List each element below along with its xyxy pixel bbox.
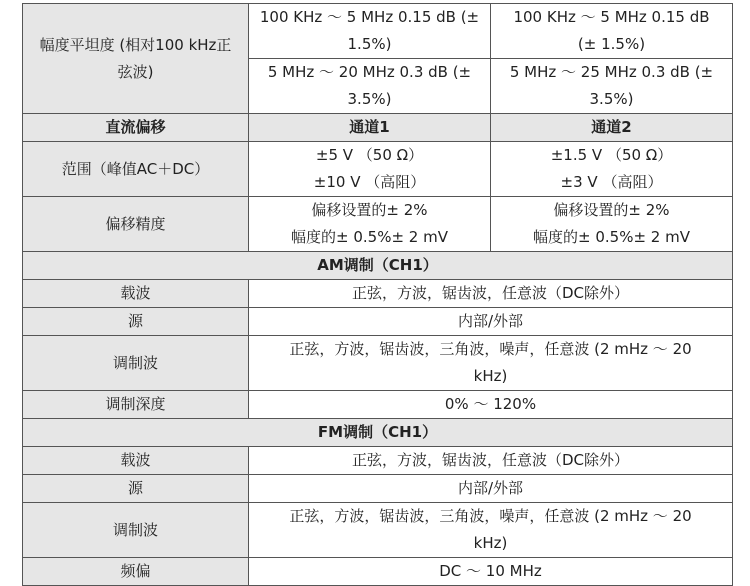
flatness-ch1-low-line2: 1.5%): [347, 35, 392, 53]
fm-modwave-value: [249, 503, 733, 558]
fm-deviation-row: [23, 558, 733, 586]
ch2-header: 通道2: [491, 114, 733, 142]
flatness-ch1-low: [249, 4, 491, 59]
am-source-value: 内部/外部: [249, 308, 733, 336]
am-source-row: [23, 308, 733, 336]
flatness-ch2-high: [491, 59, 733, 114]
flatness-ch1-high-line1: 5 MHz ～ 20 MHz 0.3 dB (±: [267, 63, 472, 81]
accuracy-ch1-line1: 偏移设置的± 2%: [311, 201, 428, 219]
accuracy-ch1: [249, 197, 491, 252]
fm-source-label: 源: [23, 475, 249, 503]
fm-modwave-line2: kHz): [473, 534, 508, 552]
fm-modwave-label: 调制波: [23, 503, 249, 558]
am-section-title: AM调制（CH1）: [23, 252, 733, 280]
fm-modwave-line1: 正弦，方波，锯齿波，三角波，噪声，任意波 (2 mHz ～ 20: [289, 507, 692, 525]
flatness-ch2-low-line1: 100 KHz ～ 5 MHz 0.15 dB: [513, 8, 710, 26]
am-depth-label: 调制深度: [23, 391, 249, 419]
fm-source-row: [23, 475, 733, 503]
am-depth-value: 0% ～ 120%: [249, 391, 733, 419]
dc-offset-header-row: [23, 114, 733, 142]
flatness-ch1-high: [249, 59, 491, 114]
range-label: 范围（峰值AC＋DC）: [23, 142, 249, 197]
am-modwave-value: [249, 336, 733, 391]
flatness-ch2-low-line2: (± 1.5%): [577, 35, 646, 53]
flatness-ch1-low-line1: 100 KHz ～ 5 MHz 0.15 dB (±: [259, 8, 480, 26]
fm-section-row: [23, 419, 733, 447]
range-ch1: [249, 142, 491, 197]
am-depth-row: [23, 391, 733, 419]
fm-source-value: 内部/外部: [249, 475, 733, 503]
range-ch1-line1: ±5 V （50 Ω）: [315, 146, 424, 164]
fm-carrier-row: [23, 447, 733, 475]
am-carrier-row: [23, 280, 733, 308]
flatness-label-line1: 幅度平坦度 (相对100 kHz正: [39, 35, 232, 54]
am-modwave-line2: kHz): [473, 367, 508, 385]
range-ch2-line1: ±1.5 V （50 Ω）: [550, 146, 673, 164]
am-carrier-value: 正弦，方波，锯齿波，任意波（DC除外）: [249, 280, 733, 308]
am-modwave-label: 调制波: [23, 336, 249, 391]
spec-table: [22, 3, 733, 586]
range-row: [23, 142, 733, 197]
flatness-label-line2: 弦波): [117, 62, 154, 81]
dc-offset-header: 直流偏移: [23, 114, 249, 142]
flatness-ch1-high-line2: 3.5%): [347, 90, 392, 108]
am-modwave-line1: 正弦，方波，锯齿波，三角波，噪声，任意波 (2 mHz ～ 20: [289, 340, 692, 358]
accuracy-ch2: [491, 197, 733, 252]
flatness-label: [23, 4, 249, 114]
range-ch2: [491, 142, 733, 197]
fm-modwave-row: [23, 503, 733, 558]
fm-carrier-value: 正弦，方波，锯齿波，任意波（DC除外）: [249, 447, 733, 475]
range-ch2-line2: ±3 V （高阻）: [560, 173, 663, 191]
accuracy-ch2-line2: 幅度的± 0.5%± 2 mV: [533, 228, 690, 246]
fm-section-title: FM调制（CH1）: [23, 419, 733, 447]
am-carrier-label: 载波: [23, 280, 249, 308]
fm-carrier-label: 载波: [23, 447, 249, 475]
accuracy-label: 偏移精度: [23, 197, 249, 252]
accuracy-ch2-line1: 偏移设置的± 2%: [553, 201, 670, 219]
accuracy-row: [23, 197, 733, 252]
flatness-ch2-high-line2: 3.5%): [589, 90, 634, 108]
am-source-label: 源: [23, 308, 249, 336]
am-modwave-row: [23, 336, 733, 391]
fm-deviation-value: DC ～ 10 MHz: [249, 558, 733, 586]
ch1-header: 通道1: [249, 114, 491, 142]
am-section-row: [23, 252, 733, 280]
range-ch1-line2: ±10 V （高阻）: [313, 173, 426, 191]
fm-deviation-label: 频偏: [23, 558, 249, 586]
flatness-ch2-high-line1: 5 MHz ～ 25 MHz 0.3 dB (±: [509, 63, 714, 81]
flatness-ch2-low: [491, 4, 733, 59]
flatness-row-low: [23, 4, 733, 59]
accuracy-ch1-line2: 幅度的± 0.5%± 2 mV: [291, 228, 448, 246]
